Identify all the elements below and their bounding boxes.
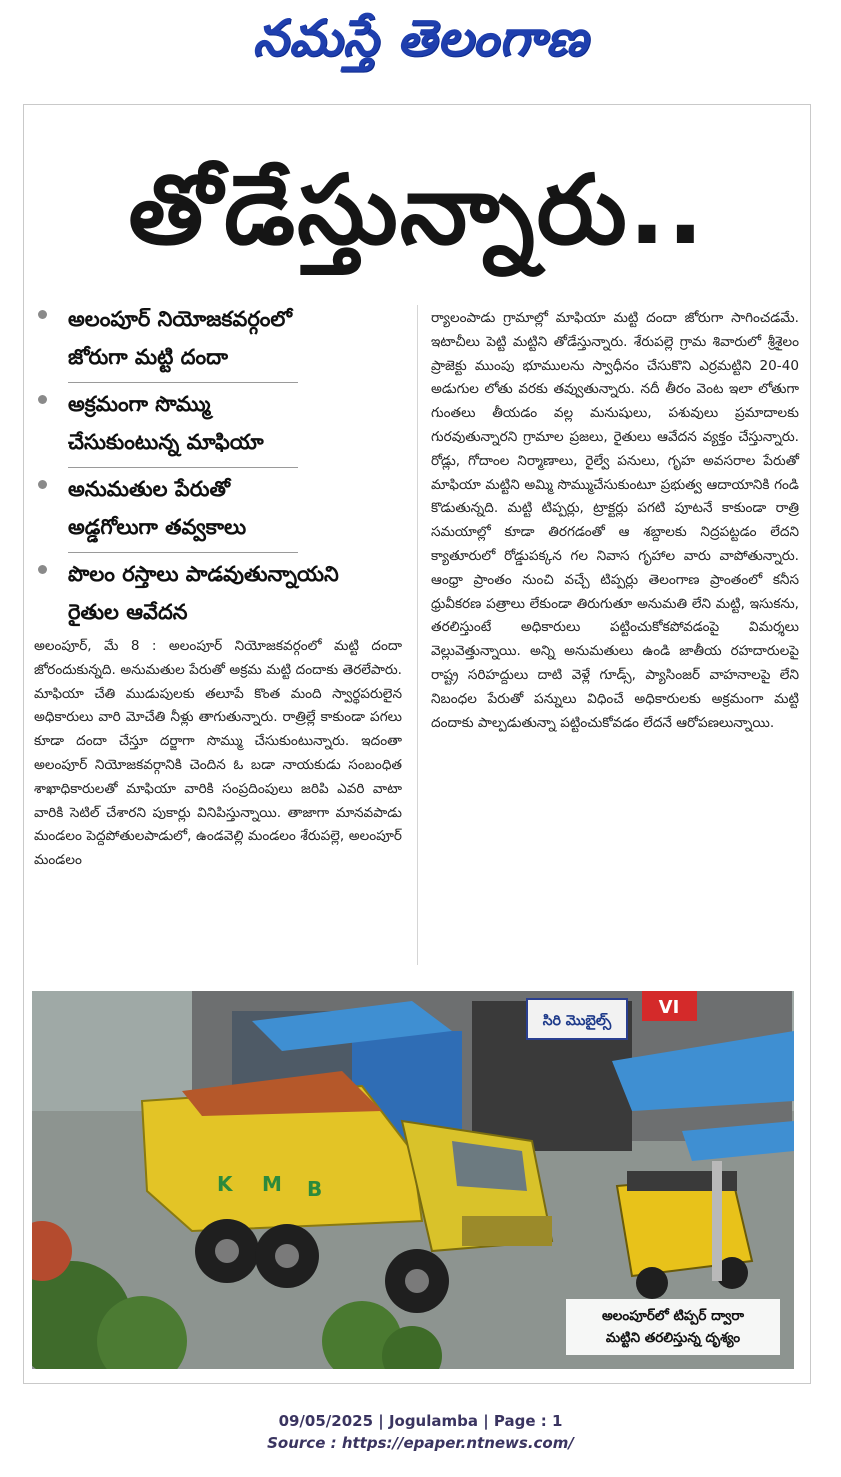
body-column-left: అలంపూర్, మే 8 : అలంపూర్ నియోజకవర్గంలో మట్టి దందా జోరందుకున్నది. అనుమతుల పేరుతో అక్రమ మట్టి దందాకు తెరలేపారు. మాఫియా చేతి ముడుపులకు తలూపే కొంత మంది స్వార్థపరులైన అధికారులు వారి మోచేతి నీళ్లు తాగుతున్నారు. రాత్రిల్లే కాకుండా పగలు కూడా దందా చేస్తూ దర్జాగా సొమ్ము చేసుకుంటున్నారు. ఇదంతా అలంపూర్ నియోజకవర్గానికి చెందిన ఓ బడా నాయకుడు సంబంధిత శాఖాధికారులతో మాఫియా వారికి సంప్రదింపులు జరిపి ఎవరి వాటా వారికి సెటిల్ చేశారని పుకార్లు వినిపిస్తున్నాయి. తాజాగా మానవపాడు మండలం పెద్దపోతులపాడులో, ఉండవెల్లి మండలం శేరుపల్లె, అలంపూర్ మండలం xyxy=(34,638,402,869)
bullet-item xyxy=(32,470,412,546)
newspaper-logo: నమస్తే తెలంగాణ xyxy=(252,9,589,67)
bullet-item xyxy=(32,555,412,631)
news-photo xyxy=(32,991,794,1369)
bullet-text: అక్రమంగా సొమ్ము xyxy=(68,392,211,416)
bullet-text: జోరుగా మట్టి దందా xyxy=(68,345,228,369)
bullet-icon xyxy=(38,395,47,404)
truck-letter: B xyxy=(307,1177,323,1201)
brand-sign-text: VI xyxy=(658,997,680,1018)
source-link: Source : https://epaper.ntnews.com/ xyxy=(267,1434,574,1452)
bullet-text: చేసుకుంటున్న మాఫియా xyxy=(68,430,264,454)
page-footer xyxy=(0,1410,841,1454)
bullet-text: రైతుల ఆవేదన xyxy=(68,600,188,624)
bullet-text: అడ్డగోలుగా తవ్వకాలు xyxy=(68,515,247,539)
body-column-right: ర్యాలంపాడు గ్రామాల్లో మాఫియా మట్టి దందా జోరుగా సాగించడమే. ఇటాచీలు పెట్టి మట్టిని తోడేస్తున్నారు. శేరుపల్లె గ్రామ శివారులో శ్రీశైలం ప్రాజెక్టు ముంపు భూములను స్వాధీనం చేసుకొని ఎర్రమట్టిని 20-40 అడుగుల లోతు వరకు తవ్వుతున్నారు. నదీ తీరం వెంట ఇలా లోతుగా గుంతలు తీయడం వల్ల మనుషులు, పశువులు ప్రమాదాలకు గురవుతున్నారని గ్రామాల ప్రజలు, రైతులు ఆవేదన వ్యక్తం చేస్తున్నారు. రోడ్లు, గోదాంల నిర్మాణాలు, రైల్వే పనులు, గృహ అవసరాల పేరుతో మాఫియా మట్టిని అమ్మి సొమ్ముచేసుకుంటూ ప్రభుత్వ ఆదాయానికి గండి కొడుతున్నది. మట్టి టిప్పర్లు, ట్రాక్టర్లు పగటి పూటనే కాకుండా రాత్రి సమయాల్లో కూడా తిరగడంతో ఆ శబ్దాలకు నిద్రపట్టడం లేదని క్యాతూరులో రోడ్డుపక్కన గల నివాస గృహాల వారు వాపోతున్నారు. ఆంధ్రా ప్రాంతం నుంచి వచ్చే టిప్పర్లు తెలంగాణ ప్రాంతంలో కనీస ధ్రువీకరణ పత్రాలు లేకుండా తిరుగుతూ అనుమతి లేని మట్టి, ఇసుకను, తరలిస్తుంటే అధికారులు పట్టించుకోకపోవడంపై విమర్శలు వెల్లువెత్తున్నాయి. అన్ని అనుమతులు ఉండి జాతీయ రహదారులపై రాష్ట్ర సరిహద్దులు దాటి వెళ్లే గూడ్స్, ప్యాసింజర్ వాహనాలపై లేని నిబంధల పేరుతో పన్నులు విధించే అధికారులకు అక్రమంగా మట్టి దందాకు పాల్పడుతున్నా పట్టించుకోవడం లేదనే ఆరోపణలున్నాయి. xyxy=(431,310,799,731)
bullet-icon xyxy=(38,565,47,574)
truck-letter: M xyxy=(262,1172,282,1196)
bullet-item xyxy=(32,385,412,461)
divider xyxy=(68,382,298,383)
bullet-item xyxy=(32,300,412,376)
bullet-icon xyxy=(38,310,47,319)
divider xyxy=(68,552,298,553)
bullet-text: అనుమతుల పేరుతో xyxy=(68,477,230,501)
shop-sign-text: సిరి మొబైల్స్ xyxy=(542,1013,612,1029)
bullet-text: పొలం రస్తాలు పాడవుతున్నాయని xyxy=(68,562,339,586)
masthead xyxy=(0,0,841,80)
bullet-icon xyxy=(38,480,47,489)
highlight-bullets xyxy=(32,300,412,637)
divider xyxy=(68,467,298,468)
column-divider xyxy=(417,305,418,965)
caption-line: మట్టిని తరలిస్తున్న దృశ్యం xyxy=(605,1330,741,1346)
photo-caption xyxy=(566,1299,780,1355)
truck-letter: K xyxy=(217,1172,233,1196)
bullet-text: అలంపూర్ నియోజకవర్గంలో xyxy=(68,307,293,331)
edition-info: 09/05/2025 | Jogulamba | Page : 1 xyxy=(278,1412,563,1430)
article-clipping xyxy=(23,104,811,1384)
caption-line: అలంపూర్‌లో టిప్పర్ ద్వారా xyxy=(602,1308,744,1324)
article-headline: తోడేస్తున్నారు.. xyxy=(128,154,706,266)
